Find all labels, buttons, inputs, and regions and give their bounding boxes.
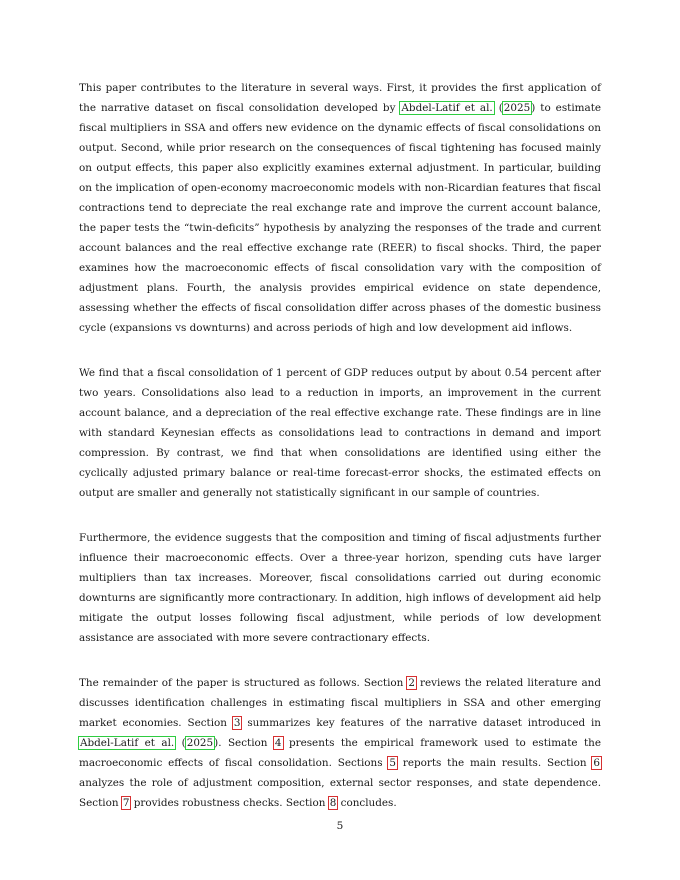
text: concludes. [337,797,397,809]
text: provides robustness checks. Section [130,797,329,809]
section-link-6[interactable]: 6 [593,757,601,769]
text: The remainder of the paper is structured as follows. Section [79,677,408,689]
section-link-7[interactable]: 7 [122,797,130,809]
paragraph-findings: We find that a fiscal consolidation of 1 percent of GDP reduces output by about 0.54 percent after two years. Consolidations also lead to a reduction in imports, an improvement in the current account balance, and a depreciation of the real effective exchange rate. These findings are in line with standard Keynesian effects as consolidations lead to contractions in demand and import compression. By contrast, we find that when consolidations are identified using either the cyclically adjusted primary balance or real-time forecast-error shocks, the estimated effects on output are smaller and generally not statistically significant in our sample of countries. [79,367,601,499]
section-link-2[interactable]: 2 [408,677,415,689]
citation-link-year[interactable]: 2025 [503,102,531,114]
text: reviews the related literature and discusses identification challenges in estimating fiscal multipliers in SSA and other emerging market economies. Section [79,677,601,729]
section-link-5[interactable]: 5 [389,757,397,769]
text: to estimate fiscal multipliers in SSA and offers new evidence on the dynamic effects of fiscal consolidations on output. Second, while prior research on the consequences of fiscal tightening has focused mainly on output effects, this paper also explicitly examines external adjustment. In particular, building on the implication of open-economy macroeconomic models with non-Ricardian features that fiscal contractions tend to depreciate the real exchange rate and improve the current account balance, the paper tests the “twin-deficits” hypothesis by analyzing the responses of the trade and current account balances and the real effective exchange rate (REER) to fiscal shocks. Third, the paper examines how the macroeconomic effects of fiscal consolidation vary with the composition of adjustment plans. Fourth, the analysis provides empirical evidence on state dependence, assessing whether the effects of fiscal consolidation differ across phases of the domestic business cycle (expansions vs downturns) and across periods of high and low development aid inflows. [79,102,602,334]
citation-link-author[interactable]: Abdel-Latif et al. [80,737,175,749]
section-link-4[interactable]: 4 [274,737,282,749]
paragraph-composition: Furthermore, the evidence suggests that the composition and timing of fiscal adjustments further influence their macroeconomic effects. Over a three-year horizon, spending cuts have larger multipliers than tax increases. Moreover, fiscal consolidations carried out during economic downturns are significantly more contractionary. In addition, high inflows of development aid help mitigate the output losses following fiscal adjustment, while periods of low development assistance are associated with more severe contractionary effects. [79,532,601,644]
text: reports the main results. Section [397,757,593,769]
section-link-8[interactable]: 8 [329,797,337,809]
citation-link-author[interactable]: Abdel-Latif et al. [401,102,493,114]
section-link-3[interactable]: 3 [233,717,241,729]
text: analyzes the role of adjustment composition, external sector responses, and state dependence. Section [79,777,601,809]
text: . Section [218,737,274,749]
text: presents the empirical framework used to estimate the macroeconomic effects of fiscal consolidation. Sections [79,737,602,769]
text: This paper contributes to the literature in several ways. First, it provides the first application of the narrative dataset on fiscal consolidation developed by [79,82,601,114]
paragraph-contributions: This paper contributes to the literature in several ways. First, it provides the first application of the narrative dataset on fiscal consolidation developed by Abdel-Latif et al. (2025) to estimate fiscal multipliers in SSA and offers new evidence on the dynamic effects of fiscal consolidations on output. Second, while prior research on the consequences of fiscal tightening has focused mainly on output effects, this paper also explicitly examines external adjustment. In particular, building on the implication of open-economy macroeconomic models with non-Ricardian features that fiscal contractions tend to depreciate the real exchange rate and improve the current account balance, the paper tests the “twin-deficits” hypothesis by analyzing the responses of the trade and current account balances and the real effective exchange rate (REER) to fiscal shocks. Third, the paper examines how the macroeconomic effects of fiscal consolidation vary with the composition of adjustment plans. Fourth, the analysis provides empirical evidence on state dependence, assessing whether the effects of fiscal consolidation differ across phases of the domestic business cycle (expansions vs downturns) and across periods of high and low development aid inflows. [79,82,602,334]
page-body [79,78,601,838]
paragraph-structure: The remainder of the paper is structured as follows. Section 2 reviews the related literature and discusses identification challenges in estimating fiscal multipliers in SSA and other emerging market economies. Section 3 summarizes key features of the narrative dataset introduced in Abdel-Latif et al. (2025). Section 4 presents the empirical framework used to estimate the macroeconomic effects of fiscal consolidation. Sections 5 reports the main results. Section 6 analyzes the role of adjustment composition, external sector responses, and state dependence. Section 7 provides robustness checks. Section 8 concludes. [79,677,602,809]
text: summarizes key features of the narrative dataset introduced in [241,717,601,729]
citation-link-year[interactable]: 2025 [186,737,214,749]
page-number: 5 [336,820,344,832]
